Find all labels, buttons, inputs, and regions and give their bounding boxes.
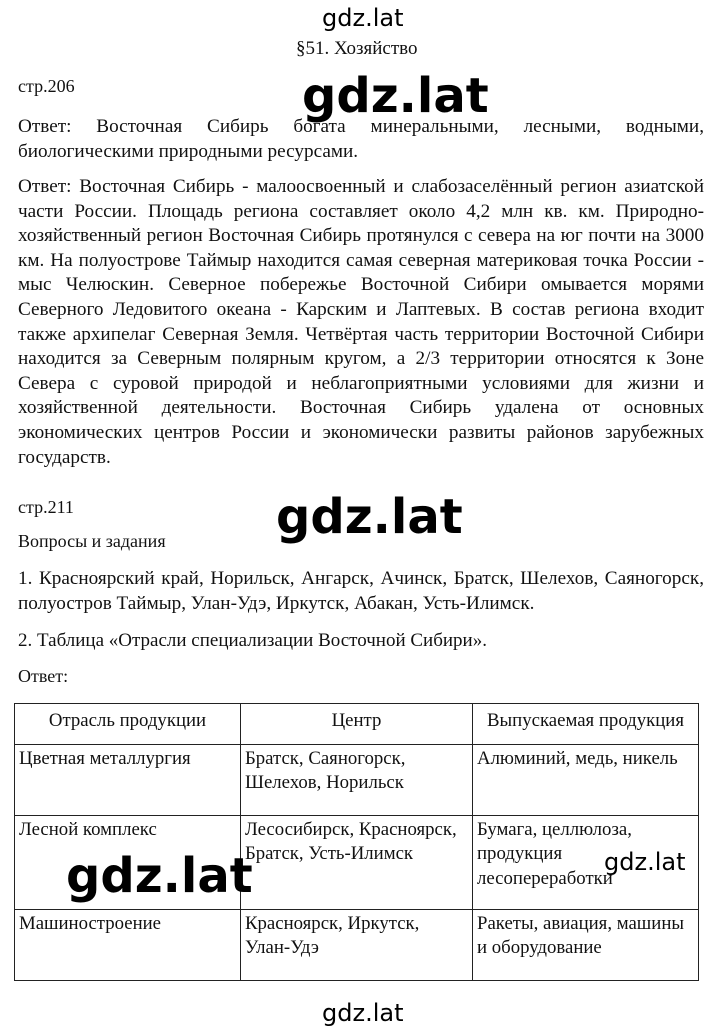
specialization-table: [14, 703, 699, 981]
watermark: gdz.lat: [66, 848, 253, 904]
table-cell: Красноярск, Иркутск, Улан-Удэ: [241, 909, 473, 980]
watermark: gdz.lat: [322, 999, 404, 1027]
list-item: 2. Таблица «Отрасли специализации Восточной Сибири».: [18, 630, 487, 651]
answer-label: Ответ:: [18, 666, 69, 686]
table-header-cell: Отрасль продукции: [15, 704, 241, 745]
table-header-cell: Выпускаемая продукция: [473, 704, 699, 745]
table-cell: Цветная металлургия: [15, 744, 241, 815]
table-header-cell: Центр: [241, 704, 473, 745]
table-cell: Братск, Саяногорск, Шелехов, Норильск: [241, 744, 473, 815]
questions-heading: Вопросы и задания: [18, 531, 166, 551]
watermark: gdz.lat: [276, 489, 463, 545]
table-cell: Лесной комплекс: [15, 815, 241, 909]
watermark: gdz.lat: [302, 68, 489, 124]
table-cell: Ракеты, авиация, машины и оборудование: [473, 909, 699, 980]
table-cell: Бумага, целлюлоза, продукция лесопереработки: [473, 815, 699, 909]
answer-paragraph: Ответ: Восточная Сибирь богата минеральными, лесными, водными, биологическими природными ресурсами.: [18, 116, 704, 162]
page-label: стр.206: [18, 76, 75, 96]
table-cell: Лесосибирск, Красноярск, Братск, Усть-Илимск: [241, 815, 473, 909]
page-label: стр.211: [18, 497, 74, 517]
table-row: [15, 744, 699, 815]
watermark: gdz.lat: [322, 4, 404, 32]
list-item: 1. Красноярский край, Норильск, Ангарск, Ачинск, Братск, Шелехов, Саяногорск, полуостров Таймыр, Улан-Удэ, Иркутск, Абакан, Усть-Илимск.: [18, 568, 704, 614]
table-cell: Алюминий, медь, никель: [473, 744, 699, 815]
watermark: gdz.lat: [604, 848, 686, 876]
section-title: §51. Хозяйство: [296, 38, 418, 59]
answer-paragraph: Ответ: Восточная Сибирь - малоосвоенный и слабозаселённый регион азиатской части России. Площадь региона составляет около 4,2 млн кв. км. Природно-хозяйственный регион Восточная Сибирь протянулся с севера на юг почти на 3000 км. На полуострове Таймыр находится самая северная материковая точка России - мыс Челюскин. Северное побережье Восточной Сибири омывается морями Северного Ледовитого океана - Карским и Лаптевых. В состав региона входит также архипелаг Северная Земля. Четвёртая часть территории Восточной Сибири находится за Северным полярным кругом, а 2/3 территории относятся к Зоне Севера с суровой природой и неблагоприятными условиями для жизни и хозяйственной деятельности. Восточная Сибирь удалена от основных экономических центров России и экономически развиты районов зарубежных государств.: [18, 176, 704, 468]
table-cell: Машиностроение: [15, 909, 241, 980]
table-row: [15, 909, 699, 980]
table-header-row: [15, 704, 699, 745]
